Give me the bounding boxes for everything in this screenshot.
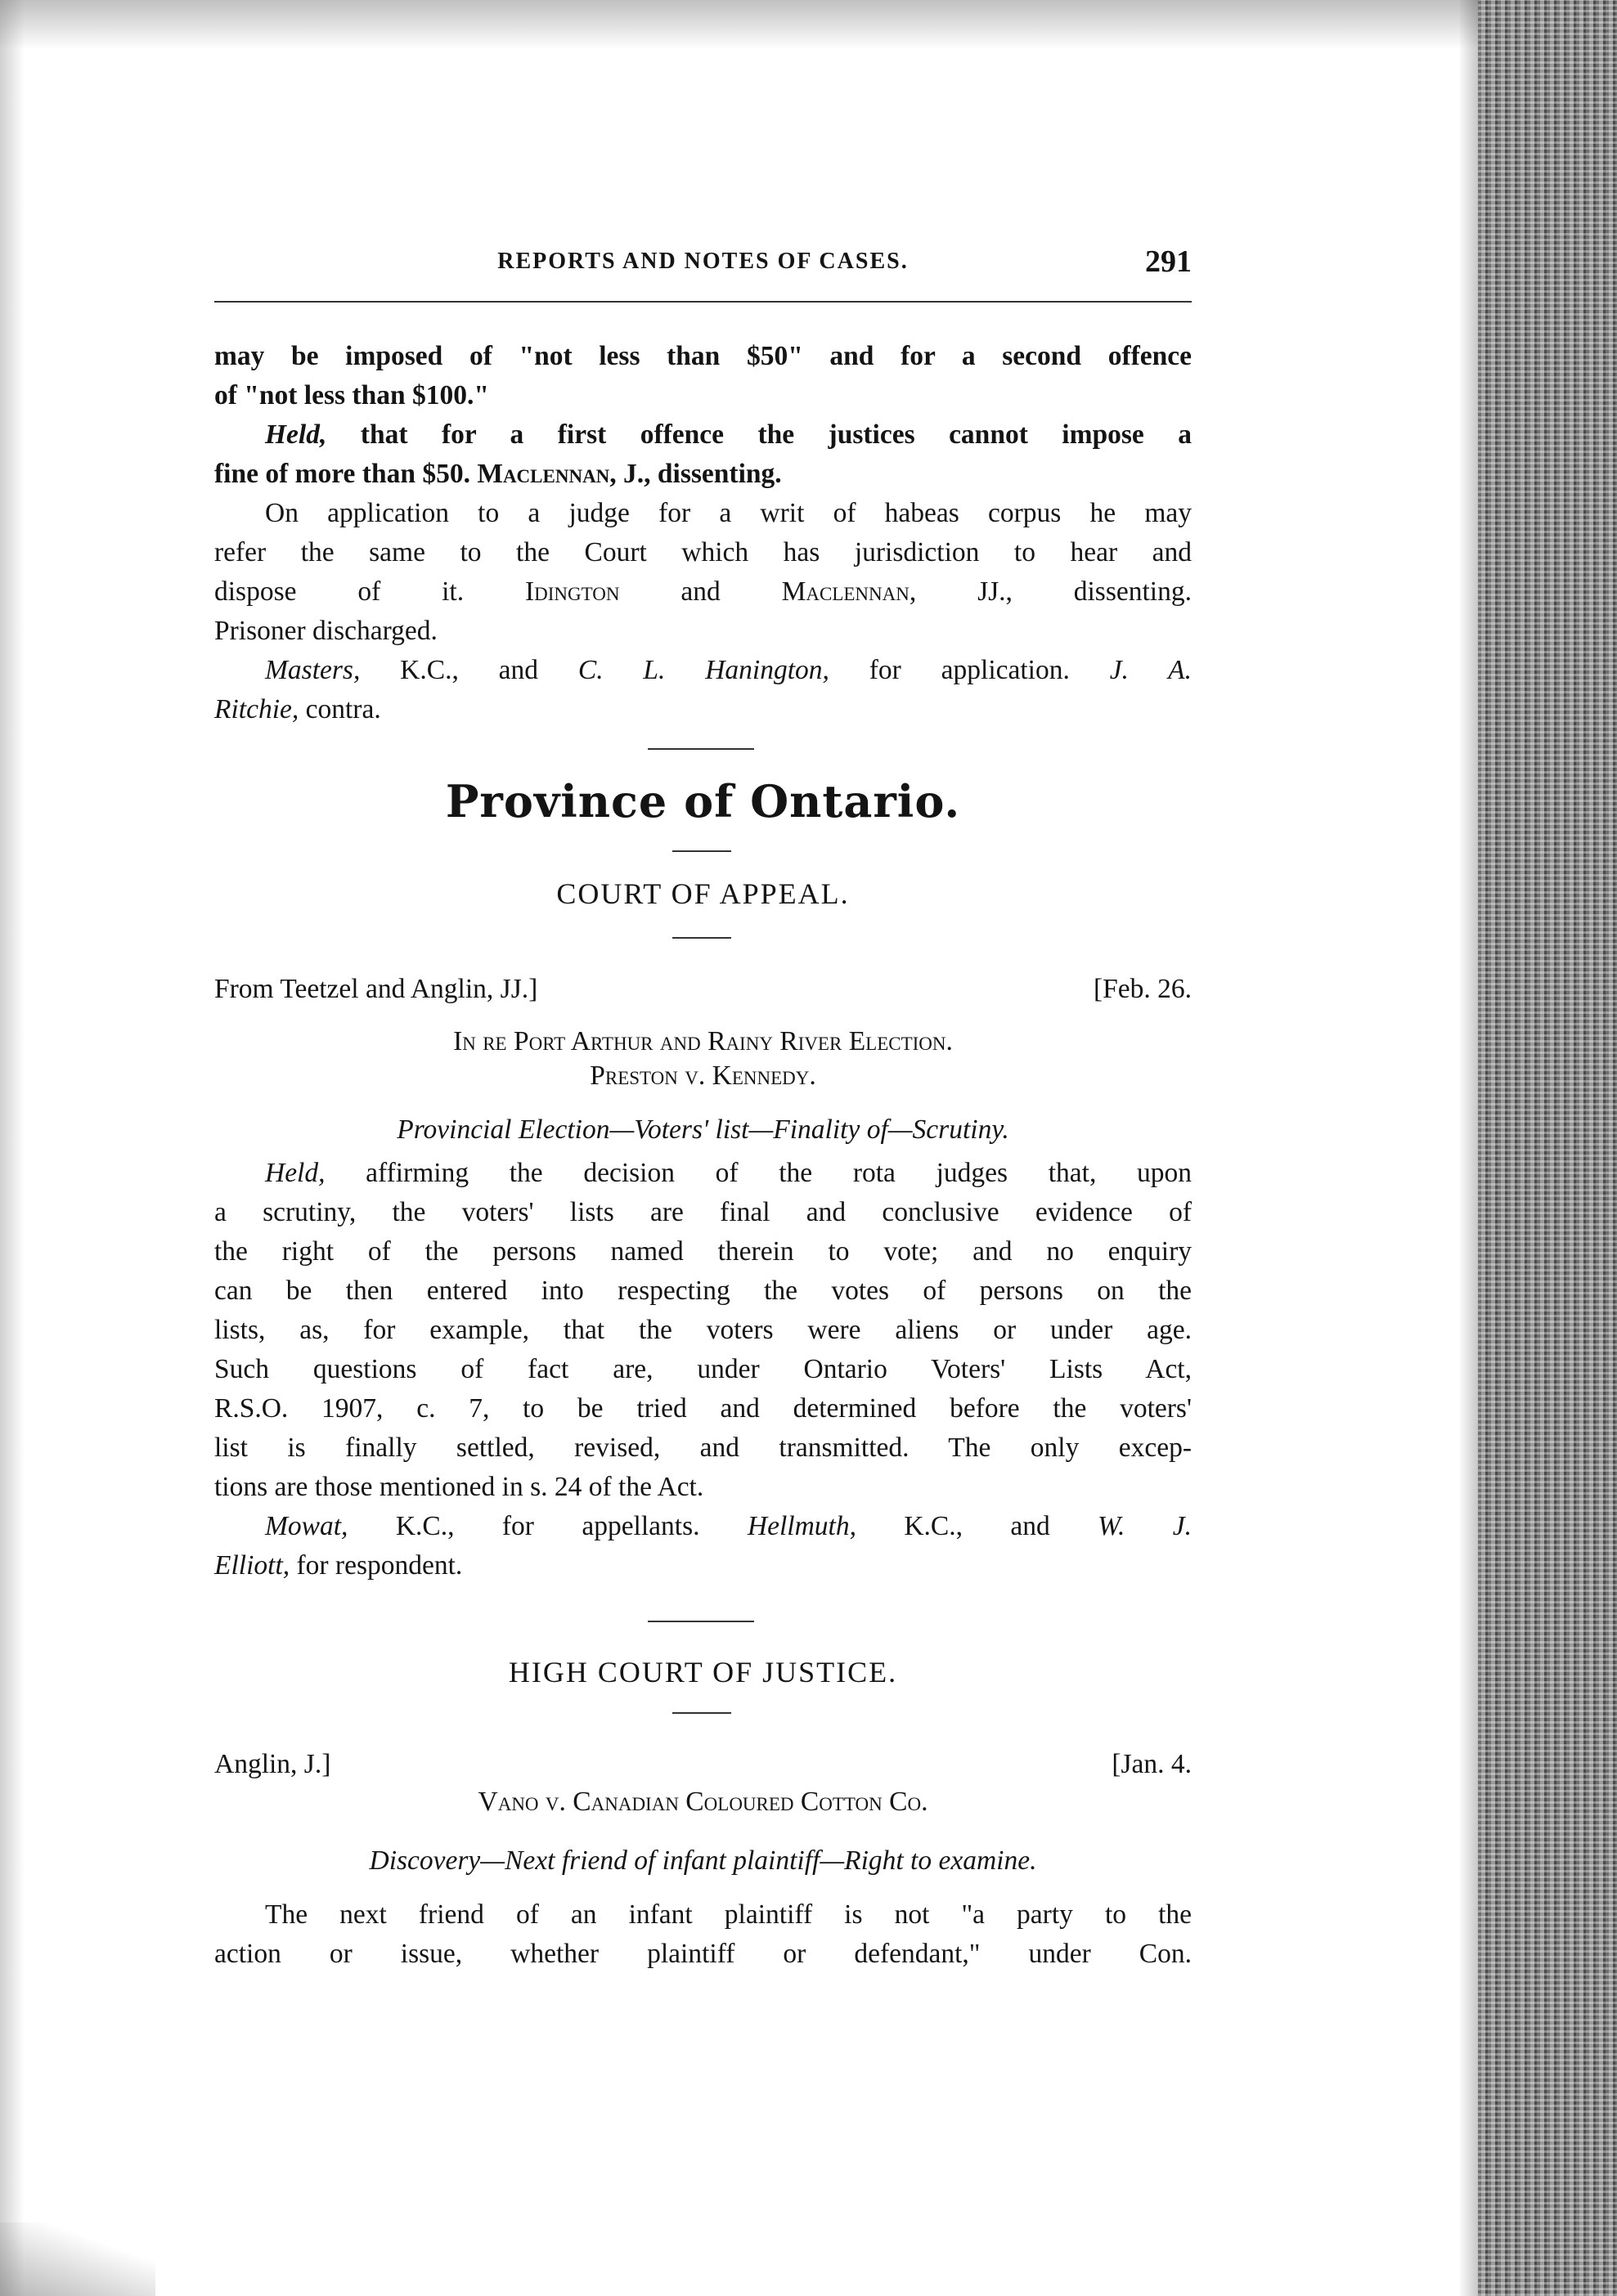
case-court-line (214, 970, 1192, 1009)
text-line: can be then entered into respecting the votes of persons on the (214, 1276, 1192, 1306)
text-line: The next friend of an infant plaintiff is not "a party to the (265, 1899, 1192, 1930)
case-date: [Jan. 4. (1112, 1749, 1192, 1779)
case-date: [Feb. 26. (1093, 974, 1192, 1004)
text-line: may be imposed of "not less than $50" and for a second offence (214, 341, 1192, 371)
counsel-line: Elliott, for respondent. (214, 1550, 463, 1581)
case-body (214, 1154, 1192, 1585)
held-label: Held, (265, 1158, 326, 1188)
counsel-line: Masters, K.C., and C. L. Hanington, for application. J. A. (265, 655, 1192, 685)
judge-name: Maclennan (477, 459, 610, 489)
judge-name: Idington (524, 576, 620, 607)
case-court-line (214, 1745, 1192, 1784)
case-body (214, 1895, 1192, 1974)
text-line: lists, as, for example, that the voters were aliens or under age. (214, 1315, 1192, 1345)
text-line: action or issue, whether plaintiff or defendant," under Con. (214, 1939, 1192, 1969)
text-line: Prisoner discharged. (214, 616, 438, 646)
text-line: a scrutiny, the voters' lists are final and conclusive evidence of (214, 1197, 1192, 1227)
judge-name: Maclennan (781, 576, 910, 607)
text-line: Such questions of fact are, under Ontario Voters' Lists Act, (214, 1354, 1192, 1384)
catchwords: Provincial Election—Voters' list—Finality of—Scrutiny. (397, 1114, 1009, 1145)
text-line: Held, affirming the decision of the rota judges that, upon (265, 1158, 1192, 1188)
case-parties: Preston v. Kennedy. (590, 1061, 816, 1091)
scan-edge-left (0, 0, 25, 2296)
text-line: On application to a judge for a writ of habeas corpus he may (265, 498, 1192, 528)
scan-edge-bottom-left (0, 2222, 155, 2296)
catchwords: Discovery—Next friend of infant plaintiff—Right to examine. (369, 1845, 1037, 1876)
held-label: Held, (265, 419, 327, 450)
scan-edge-top (0, 0, 1480, 49)
section-divider (672, 937, 731, 939)
lower-court: From Teetzel and Anglin, JJ.] (214, 974, 538, 1004)
case-title: In re Port Arthur and Rainy River Election. (453, 1026, 953, 1056)
court-heading: HIGH COURT OF JUSTICE. (508, 1656, 898, 1688)
lower-court: Anglin, J.] (214, 1749, 331, 1779)
text-line: list is finally settled, revised, and transmitted. The only excep- (214, 1433, 1192, 1463)
text-line: tions are those mentioned in s. 24 of the Act. (214, 1472, 704, 1502)
held-line: Held, that for a first offence the justices cannot impose a (265, 419, 1192, 450)
case-caption (214, 1022, 1192, 1150)
held-line: fine of more than $50. Maclennan, J., dissenting. (214, 459, 782, 489)
section-divider (648, 1621, 754, 1622)
running-head (214, 244, 1192, 285)
text-line: refer the same to the Court which has jurisdiction to hear and (214, 537, 1192, 567)
application-paragraph (214, 494, 1192, 729)
province-heading: Province of Ontario. (445, 775, 961, 827)
text-line: the right of the persons named therein to vote; and no enquiry (214, 1236, 1192, 1267)
section-divider (672, 850, 731, 852)
running-head-title: REPORTS AND NOTES OF CASES. (497, 249, 909, 274)
case-caption (214, 1783, 1192, 1881)
counsel-line: Mowat, K.C., for appellants. Hellmuth, K.C., and W. J. (265, 1511, 1193, 1541)
text-line: dispose of it. Idington and Maclennan, JJ., dissenting. (214, 576, 1192, 607)
section-divider (672, 1712, 731, 1714)
scan-gutter-shadow (1460, 0, 1478, 2296)
case-title: Vano v. Canadian Coloured Cotton Co. (478, 1787, 928, 1817)
text-line: R.S.O. 1907, c. 7, to be tried and determined before the voters' (214, 1393, 1192, 1424)
scan-edge-right (1478, 0, 1617, 2296)
opening-case (214, 337, 1192, 494)
page-number: 291 (1145, 244, 1192, 279)
text-line: of "not less than $100." (214, 380, 489, 410)
section-divider (648, 748, 754, 750)
court-heading: COURT OF APPEAL. (556, 877, 850, 910)
counsel-line: Ritchie, contra. (214, 694, 381, 724)
header-rule (214, 301, 1192, 303)
